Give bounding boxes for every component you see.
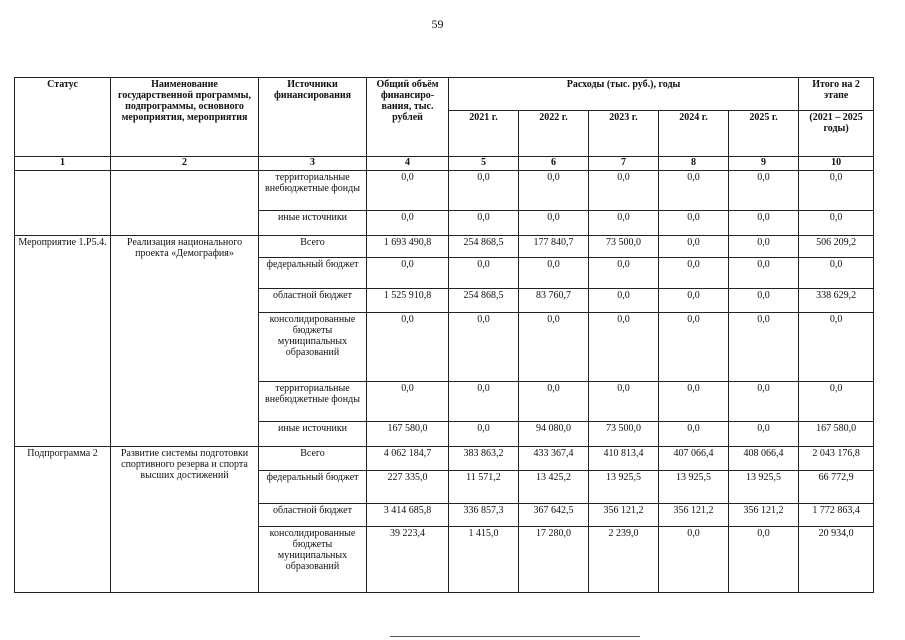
row-value: 0,0 xyxy=(519,211,589,236)
row-value: 356 121,2 xyxy=(659,504,729,527)
row-value: 0,0 xyxy=(799,171,874,211)
row-value: 0,0 xyxy=(659,422,729,447)
row-value: 73 500,0 xyxy=(589,422,659,447)
row-value: 0,0 xyxy=(449,382,519,422)
row-value: 408 066,4 xyxy=(729,447,799,471)
column-number: 4 xyxy=(367,157,449,171)
row-source: Всего xyxy=(259,236,367,258)
row-source: Всего xyxy=(259,447,367,471)
table-row xyxy=(15,447,874,471)
header-status: Статус xyxy=(15,78,111,157)
row-value: 13 425,2 xyxy=(519,471,589,504)
row-value: 0,0 xyxy=(589,382,659,422)
row-value: 356 121,2 xyxy=(729,504,799,527)
column-number: 5 xyxy=(449,157,519,171)
row-value: 0,0 xyxy=(367,211,449,236)
row-value: 410 813,4 xyxy=(589,447,659,471)
column-number: 1 xyxy=(15,157,111,171)
row-value: 0,0 xyxy=(589,211,659,236)
row-source: областной бюджет xyxy=(259,504,367,527)
row-name: Реализация национального проекта «Демография» xyxy=(111,236,259,447)
column-number: 9 xyxy=(729,157,799,171)
row-value: 11 571,2 xyxy=(449,471,519,504)
header-year: 2024 г. xyxy=(659,111,729,157)
row-source: федеральный бюджет xyxy=(259,471,367,504)
row-source: иные источники xyxy=(259,211,367,236)
row-value: 0,0 xyxy=(659,258,729,289)
row-value: 167 580,0 xyxy=(799,422,874,447)
column-number-row xyxy=(15,157,874,171)
row-source: консолидированные бюджеты муниципальных образований xyxy=(259,313,367,382)
row-source: территориальные внебюджетные фонды xyxy=(259,171,367,211)
row-value: 0,0 xyxy=(729,258,799,289)
header-row xyxy=(15,78,874,111)
row-value: 0,0 xyxy=(659,313,729,382)
row-value: 1 772 863,4 xyxy=(799,504,874,527)
row-value: 2 239,0 xyxy=(589,527,659,593)
row-value: 0,0 xyxy=(519,382,589,422)
column-number: 8 xyxy=(659,157,729,171)
row-value: 0,0 xyxy=(729,313,799,382)
row-value: 0,0 xyxy=(799,313,874,382)
row-value: 383 863,2 xyxy=(449,447,519,471)
row-value: 367 642,5 xyxy=(519,504,589,527)
row-value: 0,0 xyxy=(729,422,799,447)
row-source: федеральный бюджет xyxy=(259,258,367,289)
column-number: 3 xyxy=(259,157,367,171)
row-value: 0,0 xyxy=(799,258,874,289)
row-value: 0,0 xyxy=(449,258,519,289)
row-value: 0,0 xyxy=(367,382,449,422)
row-value: 254 868,5 xyxy=(449,289,519,313)
row-name xyxy=(111,171,259,236)
row-value: 13 925,5 xyxy=(589,471,659,504)
header-source: Источники финансирования xyxy=(259,78,367,157)
row-value: 0,0 xyxy=(519,171,589,211)
bottom-divider xyxy=(390,636,640,637)
row-value: 0,0 xyxy=(729,171,799,211)
row-source: территориальные внебюджетные фонды xyxy=(259,382,367,422)
row-value: 83 760,7 xyxy=(519,289,589,313)
row-value: 17 280,0 xyxy=(519,527,589,593)
page-number: 59 xyxy=(431,17,444,31)
row-value: 0,0 xyxy=(659,382,729,422)
row-value: 0,0 xyxy=(729,236,799,258)
header-stage-period: (2021 – 2025 годы) xyxy=(799,111,874,157)
row-value: 167 580,0 xyxy=(367,422,449,447)
row-value: 227 335,0 xyxy=(367,471,449,504)
row-value: 0,0 xyxy=(729,289,799,313)
row-value: 13 925,5 xyxy=(729,471,799,504)
row-value: 506 209,2 xyxy=(799,236,874,258)
row-value: 1 693 490,8 xyxy=(367,236,449,258)
row-value: 0,0 xyxy=(589,313,659,382)
table-row xyxy=(15,236,874,258)
row-value: 0,0 xyxy=(367,171,449,211)
row-value: 0,0 xyxy=(729,382,799,422)
row-value: 1 525 910,8 xyxy=(367,289,449,313)
row-value: 20 934,0 xyxy=(799,527,874,593)
row-value: 0,0 xyxy=(449,171,519,211)
row-value: 0,0 xyxy=(519,313,589,382)
column-number: 7 xyxy=(589,157,659,171)
row-value: 0,0 xyxy=(729,211,799,236)
header-year: 2025 г. xyxy=(729,111,799,157)
row-name: Развитие системы подготовки спортивного резерва и спорта высших достижений xyxy=(111,447,259,593)
row-value: 0,0 xyxy=(659,289,729,313)
row-source: иные источники xyxy=(259,422,367,447)
header-name: Наименование государственной программы, подпрограммы, основного мероприятия, мероприятия xyxy=(111,78,259,157)
table-row xyxy=(15,171,874,211)
row-source: консолидированные бюджеты муниципальных образований xyxy=(259,527,367,593)
header-stage: Итого на 2 этапе xyxy=(799,78,874,111)
row-value: 338 629,2 xyxy=(799,289,874,313)
row-value: 0,0 xyxy=(449,422,519,447)
row-value: 407 066,4 xyxy=(659,447,729,471)
row-value: 39 223,4 xyxy=(367,527,449,593)
row-source: областной бюджет xyxy=(259,289,367,313)
row-value: 0,0 xyxy=(519,258,589,289)
row-value: 433 367,4 xyxy=(519,447,589,471)
header-year: 2023 г. xyxy=(589,111,659,157)
row-status: Мероприятие 1.Р5.4. xyxy=(15,236,111,447)
column-number: 2 xyxy=(111,157,259,171)
row-status: Подпрограмма 2 xyxy=(15,447,111,593)
row-value: 336 857,3 xyxy=(449,504,519,527)
row-value: 356 121,2 xyxy=(589,504,659,527)
row-value: 94 080,0 xyxy=(519,422,589,447)
row-value: 4 062 184,7 xyxy=(367,447,449,471)
row-value: 0,0 xyxy=(589,258,659,289)
header-total: Общий объём финансиро-вания, тыс. рублей xyxy=(367,78,449,157)
table-body xyxy=(15,171,874,593)
row-value: 0,0 xyxy=(659,171,729,211)
row-value: 1 415,0 xyxy=(449,527,519,593)
row-value: 3 414 685,8 xyxy=(367,504,449,527)
row-value: 0,0 xyxy=(449,211,519,236)
row-value: 73 500,0 xyxy=(589,236,659,258)
row-value: 66 772,9 xyxy=(799,471,874,504)
row-value: 0,0 xyxy=(367,313,449,382)
row-value: 0,0 xyxy=(799,211,874,236)
column-number: 6 xyxy=(519,157,589,171)
row-value: 0,0 xyxy=(659,236,729,258)
row-value: 0,0 xyxy=(589,289,659,313)
row-value: 0,0 xyxy=(659,211,729,236)
header-year: 2021 г. xyxy=(449,111,519,157)
row-value: 2 043 176,8 xyxy=(799,447,874,471)
row-value: 0,0 xyxy=(659,527,729,593)
header-year: 2022 г. xyxy=(519,111,589,157)
row-status xyxy=(15,171,111,236)
row-value: 0,0 xyxy=(589,171,659,211)
row-value: 254 868,5 xyxy=(449,236,519,258)
row-value: 0,0 xyxy=(449,313,519,382)
column-number: 10 xyxy=(799,157,874,171)
financing-table xyxy=(14,77,874,593)
row-value: 0,0 xyxy=(799,382,874,422)
row-value: 0,0 xyxy=(729,527,799,593)
row-value: 0,0 xyxy=(367,258,449,289)
row-value: 13 925,5 xyxy=(659,471,729,504)
row-value: 177 840,7 xyxy=(519,236,589,258)
header-expenses: Расходы (тыс. руб.), годы xyxy=(449,78,799,111)
